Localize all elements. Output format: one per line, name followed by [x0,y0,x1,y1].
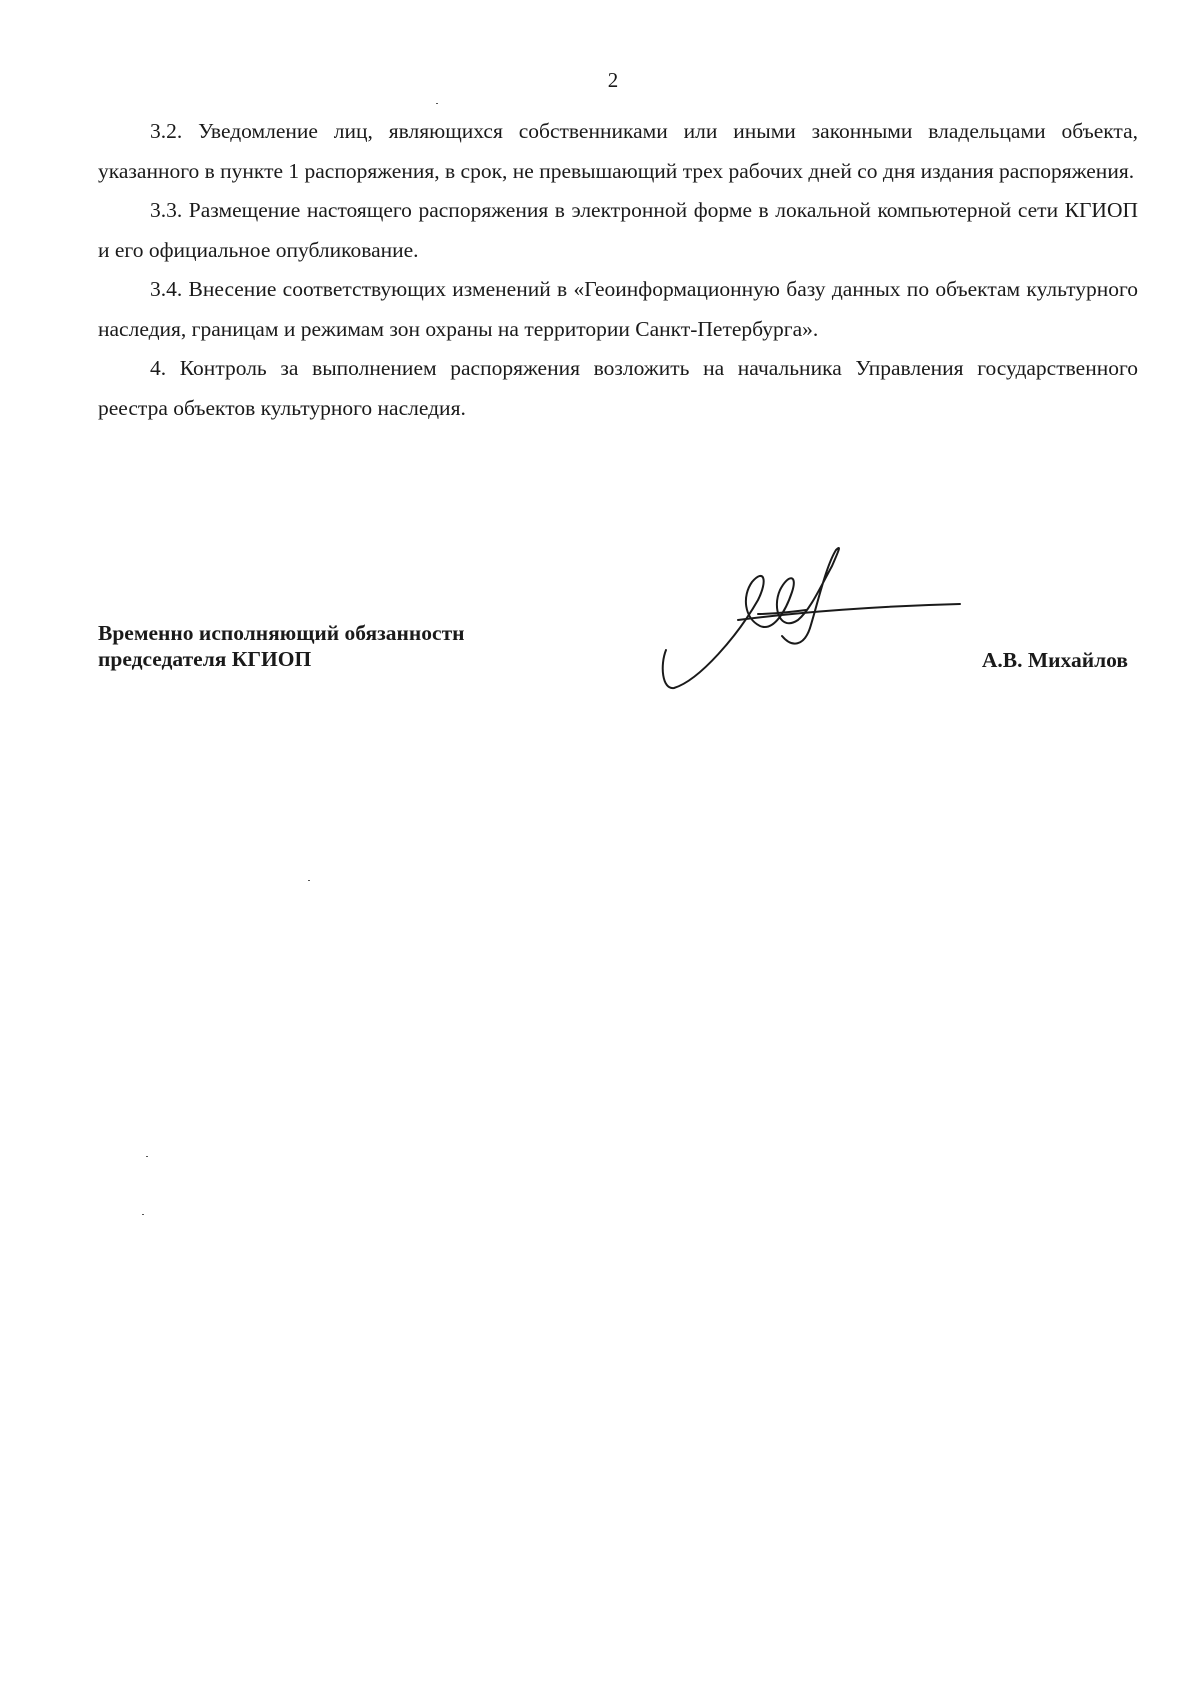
scan-speck [142,1214,144,1215]
signature-stroke-cross [738,604,960,620]
signatory-position [98,620,465,672]
handwritten-signature [660,540,980,700]
page-number: 2 [607,68,619,92]
paragraph-3-4: 3.4. Внесение соответствующих изменений в «Геоинформационную базу данных по объектам культурного наследия, границам и режимам зон охраны на территории Санкт-Петербурга». [98,277,1138,341]
paragraph-4: 4. Контроль за выполнением распоряжения возложить на начальника Управления государственного реестра объектов культурного наследия. [98,356,1138,420]
paragraph-3-3: 3.3. Размещение настоящего распоряжения в электронной форме в локальной компьютерной сети КГИОП и его официальное опубликование. [98,198,1138,262]
document-body [98,112,1138,428]
signatory-position-line-1: Временно исполняющий обязанностн [98,621,465,645]
paragraph-3-2: 3.2. Уведомление лиц, являющихся собственниками или иными законными владельцами объекта, указанного в пункте 1 распоряжения, в срок, не превышающий трех рабочих дней со дня издания распоряжения. [98,119,1138,183]
scan-speck [146,1156,148,1157]
signatory-name: А.В. Михайлов [981,648,1128,672]
scan-speck [436,103,438,104]
scan-speck [308,880,310,881]
signatory-position-line-2: председателя КГИОП [98,647,312,671]
